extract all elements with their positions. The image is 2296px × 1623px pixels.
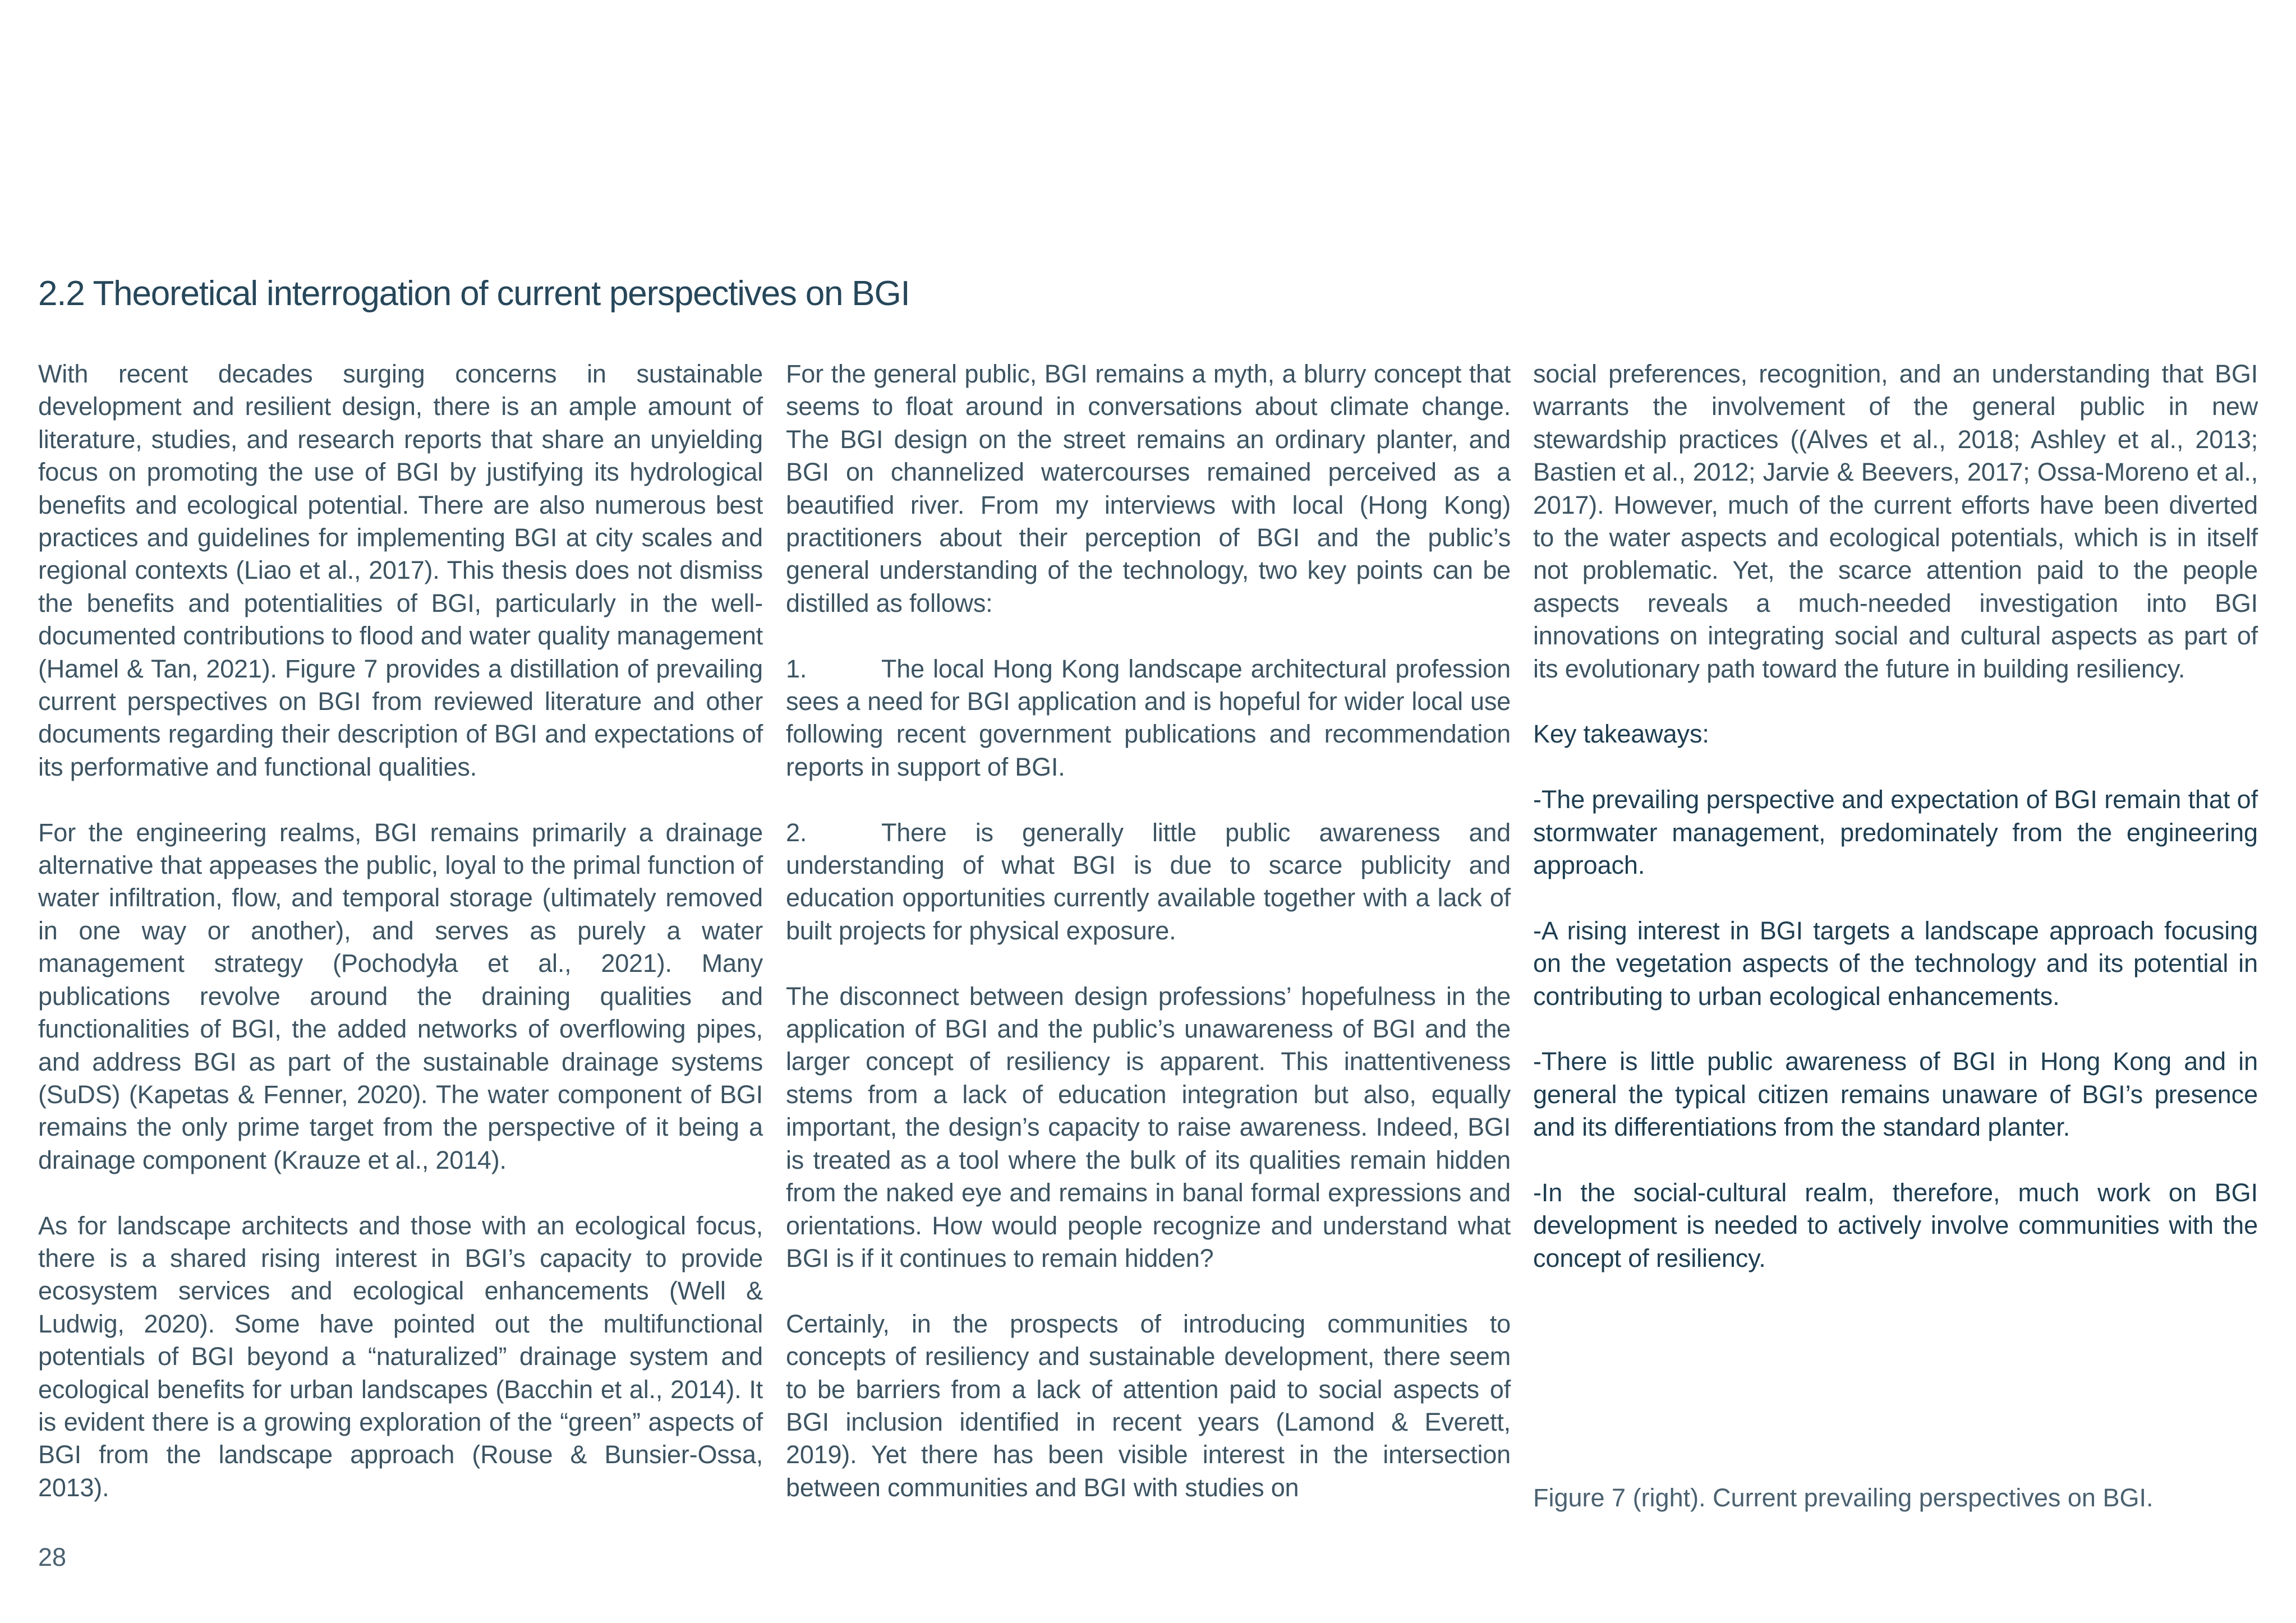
numbered-point-1 [786, 653, 1511, 784]
numbered-point-2 [786, 817, 1511, 948]
takeaway-item: -The prevailing perspective and expectation of BGI remain that of stormwater management, predominately from the engineering approach. [1533, 785, 2258, 880]
page-number: 28 [38, 1543, 67, 1571]
point-1-number: 1. [786, 654, 807, 683]
point-2-text: There is generally little public awareness and understanding of what BGI is due to scarce publicity and education opportunities currently available together with a lack of built projects for physical exposure. [786, 818, 1511, 945]
point-1-text: The local Hong Kong landscape architectural profession sees a need for BGI application and is hopeful for wider local use following recent government publications and recommendation reports in support of BGI. [786, 654, 1511, 781]
paragraph-social-preferences: social preferences, recognition, and an understanding that BGI warrants the involvement of the general public in new stewardship practices ((Alves et al., 2018; Ashley et al., 2013; Bastien et al., 2012; Jarvie & Beevers, 2017; Ossa-Moreno et al., 2017). However, much of the current efforts have been diverted to the water aspects and ecological potentials, which is in itself not problematic. Yet, the scarce attention paid to the people aspects reveals a much-needed investigation into BGI innovations on integrating social and cultural aspects as part of its evolutionary path toward the future in building resiliency. [1533, 359, 2258, 683]
key-takeaways-heading: Key takeaways: [1533, 720, 1709, 749]
paragraph-barriers: Certainly, in the prospects of introducing communities to concepts of resiliency and sustainable development, there seem to be barriers from a lack of attention paid to social aspects of BGI inclusion identified in recent years (Lamond & Everett, 2019). Yet there has been visible interest in the intersection between communities and BGI with studies on [786, 1309, 1511, 1502]
paragraph-landscape: As for landscape architects and those with an ecological focus, there is a shared rising interest in BGI’s capacity to provide ecosystem services and ecological enhancements (Well & Ludwig, 2020). Some have pointed out the multifunctional potentials of BGI beyond a “naturalized” drainage system and ecological benefits for urban landscapes (Bacchin et al., 2014). It is evident there is a growing exploration of the “green” aspects of BGI from the landscape approach (Rouse & Bunsier-Ossa, 2013). [38, 1211, 763, 1502]
takeaway-item: -There is little public awareness of BGI in Hong Kong and in general the typical citizen remains unaware of BGI’s presence and its differentiations from the standard planter. [1533, 1047, 2258, 1142]
text-column-3 [1533, 358, 2258, 1308]
paragraph-disconnect: The disconnect between design professions’ hopefulness in the application of BGI and the public’s unawareness of BGI and the larger concept of resiliency is apparent. This inattentiveness stems from a lack of education integration but also, equally important, the design’s capacity to raise awareness. Indeed, BGI is treated as a tool where the bulk of its qualities remain hidden from the naked eye and remains in banal formal expressions and orientations. How would people recognize and understand what BGI is if it continues to remain hidden? [786, 981, 1511, 1272]
text-column-2 [786, 358, 1511, 1537]
point-2-number: 2. [786, 818, 807, 847]
section-title: 2.2 Theoretical interrogation of current perspectives on BGI [38, 274, 910, 313]
text-column-1 [38, 358, 763, 1537]
takeaway-item: -In the social-cultural realm, therefore, much work on BGI development is needed to actively involve communities with the concept of resiliency. [1533, 1178, 2258, 1272]
paragraph-engineering: For the engineering realms, BGI remains primarily a drainage alternative that appeases the public, loyal to the primal function of water infiltration, flow, and temporal storage (ultimately removed in one way or another), and serves as purely a water management strategy (Pochodyła et al., 2021). Many publications revolve around the draining qualities and functionalities of BGI, the added networks of overflowing pipes, and address BGI as part of the sustainable drainage systems (SuDS) (Kapetas & Fenner, 2020). The water component of BGI remains the only prime target from the perspective of it being a drainage component (Krauze et al., 2014). [38, 818, 763, 1174]
paragraph-intro: With recent decades surging concerns in sustainable development and resilient design, there is an ample amount of literature, studies, and research reports that share an unyielding focus on promoting the use of BGI by justifying its hydrological benefits and ecological potential. There are also numerous best practices and guidelines for implementing BGI at city scales and regional contexts (Liao et al., 2017). This thesis does not dismiss the benefits and potentialities of BGI, particularly in the well-documented contributions to flood and water quality management (Hamel & Tan, 2021). Figure 7 provides a distillation of prevailing current perspectives on BGI from reviewed literature and other documents regarding their description of BGI and expectations of its performative and functional qualities. [38, 359, 763, 781]
takeaway-item: -A rising interest in BGI targets a landscape approach focusing on the vegetation aspects of the technology and its potential in contributing to urban ecological enhancements. [1533, 916, 2258, 1011]
paragraph-general-public: For the general public, BGI remains a myth, a blurry concept that seems to float around in conversations about climate change. The BGI design on the street remains an ordinary planter, and BGI on channelized watercourses remained perceived as a beautified river. From my interviews with local (Hong Kong) practitioners about their perception of BGI and the public’s general understanding of the technology, two key points can be distilled as follows: [786, 359, 1511, 617]
figure-caption: Figure 7 (right). Current prevailing perspectives on BGI. [1533, 1483, 2154, 1512]
